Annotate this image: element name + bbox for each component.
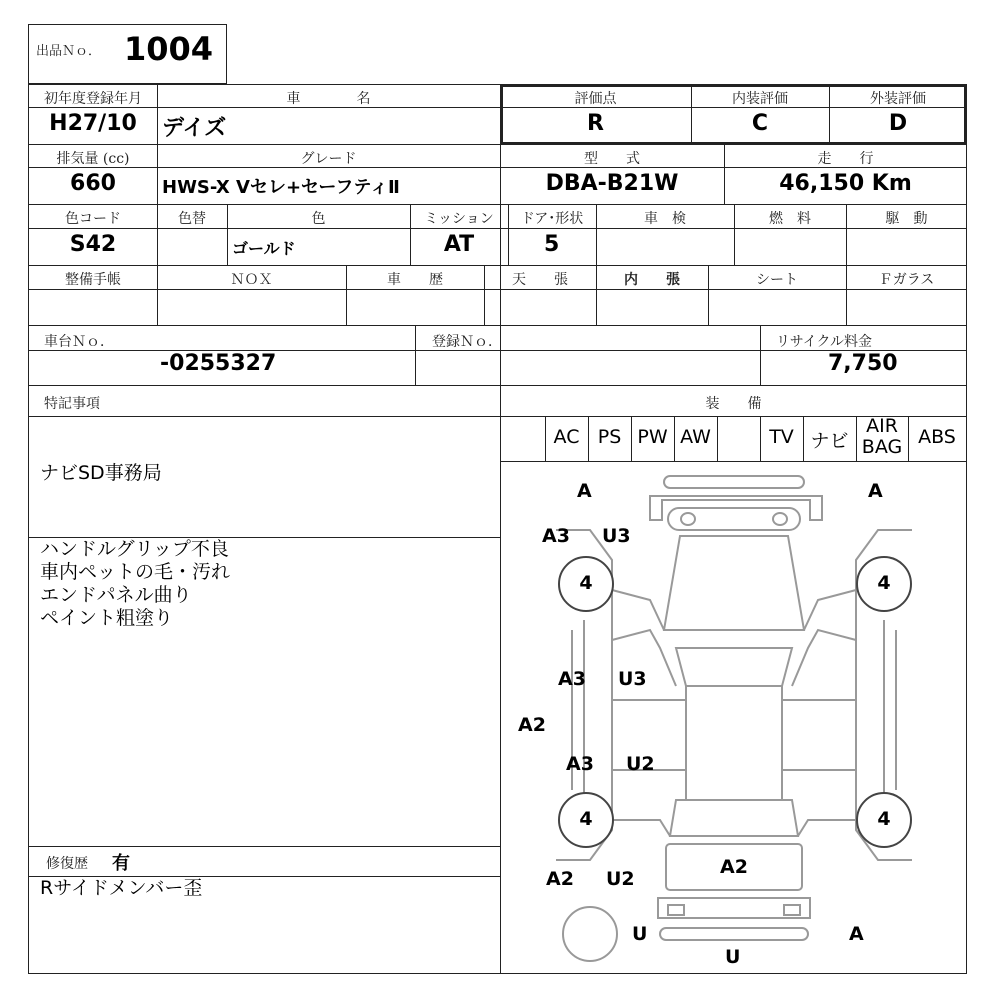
color-value: ゴールド (232, 239, 296, 258)
equip-abs: ABS (918, 426, 956, 448)
equipment-label: 装 備 (705, 396, 762, 412)
doors-label: ドア･形状 (520, 211, 584, 227)
equip-pw: PW (637, 426, 668, 448)
damage-rear-bumper-u: U (632, 923, 648, 945)
damage-front-right: A (868, 480, 883, 502)
equip-navi: ナビ (810, 430, 849, 452)
damage-side-u2: U2 (626, 753, 655, 775)
model-label: 型 式 (584, 151, 640, 167)
roof-label: 天 張 (512, 272, 568, 288)
drive-label: 駆 動 (885, 211, 928, 227)
trim-label: グレード (300, 151, 357, 167)
mileage-value: 46,150 Km (779, 171, 912, 196)
score-value: R (587, 111, 604, 136)
exterior-grade-label: 外装評価 (870, 91, 926, 107)
damage-rear-a2: A2 (546, 868, 574, 890)
car-diagram (501, 462, 966, 973)
damage-side-a2: A2 (518, 714, 546, 736)
recycle-value: 7,750 (828, 351, 898, 376)
history-label: 車 歴 (387, 272, 443, 288)
damage-hood-a3: A3 (542, 525, 570, 547)
note-4: ペイント粗塗り (40, 607, 174, 629)
equip-bag: BAG (861, 436, 903, 458)
damage-trunk-a2: A2 (720, 856, 748, 878)
trim-value: HWS-X Vセレ+セーフティⅡ (162, 177, 400, 198)
color-code-value: S42 (69, 232, 117, 257)
lot-number: 1004 (124, 30, 214, 68)
mileage-label: 走 行 (817, 151, 874, 167)
tire-front-left: 4 (579, 572, 593, 594)
interior-grade-value: C (751, 111, 769, 136)
nox-label: ＮＯＸ (230, 272, 273, 288)
note-1: ハンドルグリップ不良 (40, 538, 229, 560)
repaint-label: 色替 (178, 211, 206, 227)
transmission-label: ミッション (424, 211, 494, 227)
repair-detail: Rサイドメンバー歪 (40, 877, 203, 899)
chassis-label: 車台Ｎｏ． (44, 334, 114, 350)
inspection-label: 車 検 (644, 211, 686, 227)
transmission-value: AT (443, 232, 475, 257)
repair-label: 修復歴 (46, 856, 88, 872)
recycle-label: リサイクル料金 (776, 334, 873, 350)
first-reg-value: H27/10 (49, 111, 137, 136)
damage-side-a3-2: A3 (566, 753, 594, 775)
color-code-label: 色コード (65, 211, 121, 227)
damage-hood-u3: U3 (602, 525, 631, 547)
chassis-value: -0255327 (160, 351, 277, 376)
equip-tv: TV (769, 426, 794, 448)
maintenance-label: 整備手帳 (65, 272, 121, 288)
damage-side-u3: U3 (618, 668, 647, 690)
fuel-label: 燃 料 (769, 211, 811, 227)
damage-rear-right: A (849, 923, 864, 945)
first-reg-label: 初年度登録年月 (44, 91, 142, 107)
damage-side-a3-1: A3 (558, 668, 586, 690)
repair-value: 有 (112, 853, 130, 874)
registration-label: 登録Ｎｏ． (432, 334, 502, 350)
displacement-value: 660 (70, 171, 116, 196)
damage-rear-u2: U2 (606, 868, 635, 890)
tire-rear-left: 4 (579, 808, 593, 830)
equip-air: AIR (866, 415, 898, 437)
seat-label: シート (756, 272, 798, 288)
score-label: 評価点 (574, 91, 617, 107)
damage-rear-u-bottom: U (725, 946, 741, 968)
name-label: 車 名 (286, 91, 371, 107)
equip-ps: PS (597, 426, 622, 448)
displacement-label: 排気量 (cc) (56, 151, 130, 167)
model-value: DBA-B21W (545, 171, 679, 196)
lot-label: 出品Ｎｏ． (36, 44, 102, 59)
note-3: エンドパネル曲り (40, 584, 192, 606)
equip-aw: AW (680, 426, 711, 448)
tire-rear-right: 4 (877, 808, 891, 830)
note-2: 車内ペットの毛・汚れ (40, 561, 231, 583)
special-note: ナビSD事務局 (40, 462, 162, 484)
doors-value: 5 (544, 232, 560, 257)
interior-grade-label: 内装評価 (732, 91, 788, 107)
interior-trim-label: 内 張 (624, 272, 680, 288)
special-label: 特記事項 (44, 396, 100, 412)
damage-front-left: A (577, 480, 592, 502)
equip-ac: AC (553, 426, 580, 448)
glass-label: Ｆガラス (878, 272, 935, 288)
color-label: 色 (311, 211, 326, 227)
tire-front-right: 4 (877, 572, 891, 594)
vehicle-name: デイズ (162, 116, 227, 141)
exterior-grade-value: D (888, 111, 908, 136)
